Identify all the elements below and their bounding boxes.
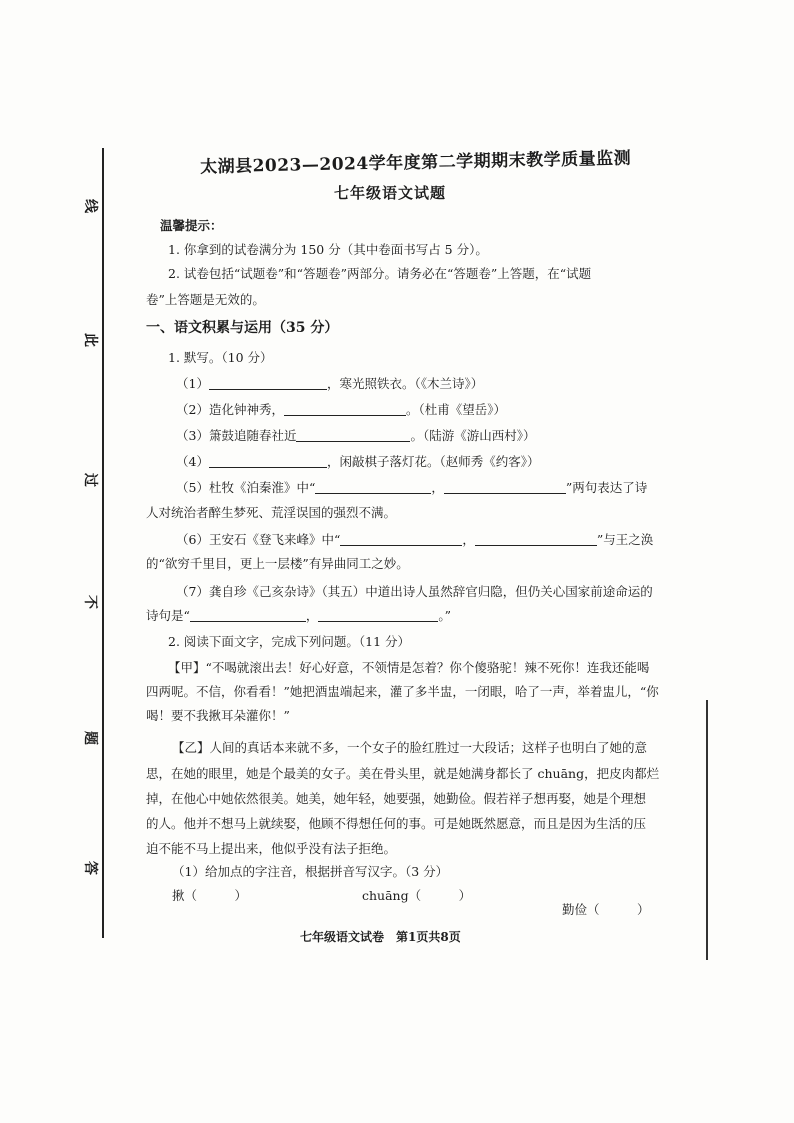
exam-title: 太湖县2023—2024学年度第二学期期末教学质量监测 <box>199 148 632 178</box>
q1-line-3 <box>176 428 535 444</box>
passage-yi-line-3: 掉，在他心中她依然很美。她美，她年轻，她要强，她勤俭。假若祥子想再娶，她是个理想 <box>146 791 647 806</box>
q2-sub-1: （1）给加点的字注音，根据拼音写汉字。（3 分） <box>172 864 449 879</box>
answer-blank[interactable] <box>209 377 327 390</box>
q1-l4-label: （4） <box>176 454 209 469</box>
margin-char-ci: 此 <box>82 333 98 347</box>
answer-jiu[interactable]: 揪（ ） <box>172 888 248 903</box>
passage-jia-line-2: 四两呢。不信，你看看！”她把酒盅端起来，灌了多半盅，一闭眼，哈了一声，举着盅儿，“你 <box>146 684 659 699</box>
passage-jia-line-1: 【甲】“不喝就滚出去！好心好意，不领情是怎着？你个傻骆驼！辣不死你！连我还能喝 <box>168 660 650 675</box>
q1-l5-mid: ， <box>431 480 444 495</box>
page-edge-line <box>706 700 708 960</box>
q1-l3-label: （3）箫鼓追随春社近 <box>176 428 297 443</box>
q1-line-2 <box>176 402 506 418</box>
q1-line-6 <box>176 532 653 548</box>
q1-line-7: （7）龚自珍《己亥杂诗》（其五）中道出诗人虽然辞官归隐，但仍关心国家前途命运的 <box>176 584 653 599</box>
q1-line-5-cont: 人对统治者醉生梦死、荒淫误国的强烈不满。 <box>146 505 397 520</box>
answer-chuang[interactable]: chuāng（ ） <box>362 888 472 903</box>
notice-item-2: 2. 试卷包括“试题卷”和“答题卷”两部分。请务必在“答题卷”上答题，在“试题 <box>168 266 592 281</box>
q1-l6-label: （6）王安石《登飞来峰》中“ <box>176 532 341 547</box>
q1-l7-cont: 诗句是“ <box>146 608 190 623</box>
q1-line-7-cont <box>146 608 451 624</box>
q1-line-4 <box>176 454 539 470</box>
answer-blank[interactable] <box>318 609 438 622</box>
answer-blank[interactable] <box>444 481 566 494</box>
passage-yi-line-4: 的人。他并不想马上就续娶，他顾不得想任何的事。可是她既然愿意，而且是因为生活的压 <box>146 816 647 831</box>
q1-l7-mid: ， <box>305 608 319 623</box>
section-1-heading: 一、语文积累与运用（35 分） <box>146 320 339 336</box>
margin-char-bu: 不 <box>82 595 98 609</box>
q2-title: 2. 阅读下面文字，完成下列问题。（11 分） <box>168 634 411 649</box>
answer-blank[interactable] <box>190 609 306 622</box>
q1-line-1 <box>176 376 483 392</box>
exam-subtitle: 七年级语文试题 <box>334 184 447 202</box>
q1-l7-end: 。” <box>438 608 452 623</box>
margin-char-guo: 过 <box>82 473 98 487</box>
passage-yi-line-2: 思，在她的眼里，她是个最美的女子。美在骨头里，就是她满身都长了 chuāng，把皮肉都烂 <box>146 766 660 781</box>
margin-char-da: 答 <box>82 861 98 875</box>
q1-l3-text: 。（陆游《游山西村》） <box>410 428 536 443</box>
q1-l6-mid: ， <box>462 532 475 547</box>
q1-l1-text: ，寒光照铁衣。（《木兰诗》） <box>326 376 484 391</box>
q1-l5-label: （5）杜牧《泊秦淮》中“ <box>176 480 316 495</box>
q1-l5-end: ”两句表达了诗 <box>565 480 648 495</box>
q1-l1-label: （1） <box>176 376 209 391</box>
q1-l4-text: ，闲敲棋子落灯花。（赵师秀《约客》） <box>326 454 540 469</box>
notice-item-1: 1. 你拿到的试卷满分为 150 分（其中卷面书写占 5 分）。 <box>168 242 488 257</box>
passage-jia-line-3: 喝！要不我揪耳朵灌你！” <box>146 708 290 723</box>
answer-blank[interactable] <box>296 429 410 442</box>
answer-blank[interactable] <box>209 455 327 468</box>
margin-char-xian: 线 <box>82 199 98 213</box>
notice-item-2-cont: 卷”上答题是无效的。 <box>146 292 265 307</box>
passage-yi-line-1: 【乙】人间的真话本来就不多，一个女子的脸红胜过一大段话；这样子也明白了她的意 <box>172 740 648 755</box>
q1-title: 1. 默写。（10 分） <box>168 350 273 365</box>
q1-l6-end: ”与王之涣 <box>596 532 654 547</box>
answer-qinjian[interactable]: 勤俭（ ） <box>562 902 650 917</box>
answer-blank[interactable] <box>315 481 431 494</box>
page-footer: 七年级语文试卷 第1页共8页 <box>300 930 461 944</box>
binding-line <box>102 148 104 938</box>
q1-l2-text: 。（杜甫《望岳》） <box>405 402 506 417</box>
q1-l2-label: （2）造化钟神秀， <box>176 402 284 417</box>
margin-char-ti: 题 <box>82 731 98 745</box>
passage-yi-line-5: 迫不能不马上提出来，他似乎没有法子拒绝。 <box>146 841 397 856</box>
q1-line-5 <box>176 480 647 496</box>
notice-heading: 温馨提示： <box>160 218 223 233</box>
answer-blank[interactable] <box>475 533 597 546</box>
answer-blank[interactable] <box>340 533 462 546</box>
answer-blank[interactable] <box>284 403 406 416</box>
q1-line-6-cont: 的“欲穷千里目，更上一层楼”有异曲同工之妙。 <box>146 556 409 571</box>
